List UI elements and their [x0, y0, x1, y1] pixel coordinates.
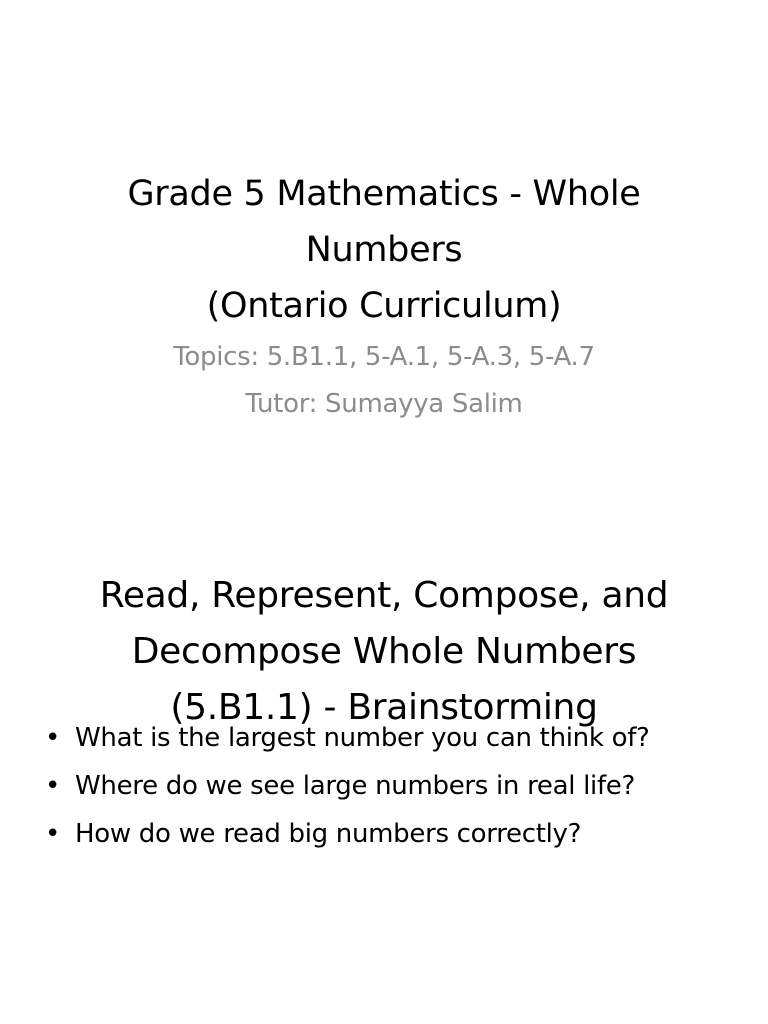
slide-2-title	[40, 568, 728, 736]
bullet-icon: •	[45, 819, 61, 849]
bullet-icon: •	[45, 771, 61, 801]
list-item	[40, 810, 740, 858]
bullet-text: What is the largest number you can think of?	[75, 723, 650, 753]
list-item	[40, 714, 740, 762]
slide-1-title-line-3: (Ontario Curriculum)	[206, 286, 562, 326]
bullet-icon: •	[45, 723, 61, 753]
slide-2-bullet-list	[40, 714, 740, 858]
slide-2-title-line-3: (5.B1.1) - Brainstorming	[170, 687, 598, 728]
slide-1-subtitle	[40, 334, 728, 428]
slide-1-title	[40, 166, 728, 334]
slide-1-tutor: Tutor: Sumayya Salim	[245, 389, 523, 419]
slide-2-title-line-2: Decompose Whole Numbers	[131, 631, 637, 672]
bullet-text: How do we read big numbers correctly?	[75, 819, 582, 849]
list-item	[40, 762, 740, 810]
bullet-text: Where do we see large numbers in real life?	[75, 771, 636, 801]
slide-1-topics: Topics: 5.B1.1, 5-A.1, 5-A.3, 5-A.7	[173, 342, 595, 372]
slide-1-title-line-2: Numbers	[305, 230, 463, 270]
slide-2-title-line-1: Read, Represent, Compose, and	[99, 575, 669, 616]
slide-1-title-line-1: Grade 5 Mathematics - Whole	[127, 174, 641, 214]
